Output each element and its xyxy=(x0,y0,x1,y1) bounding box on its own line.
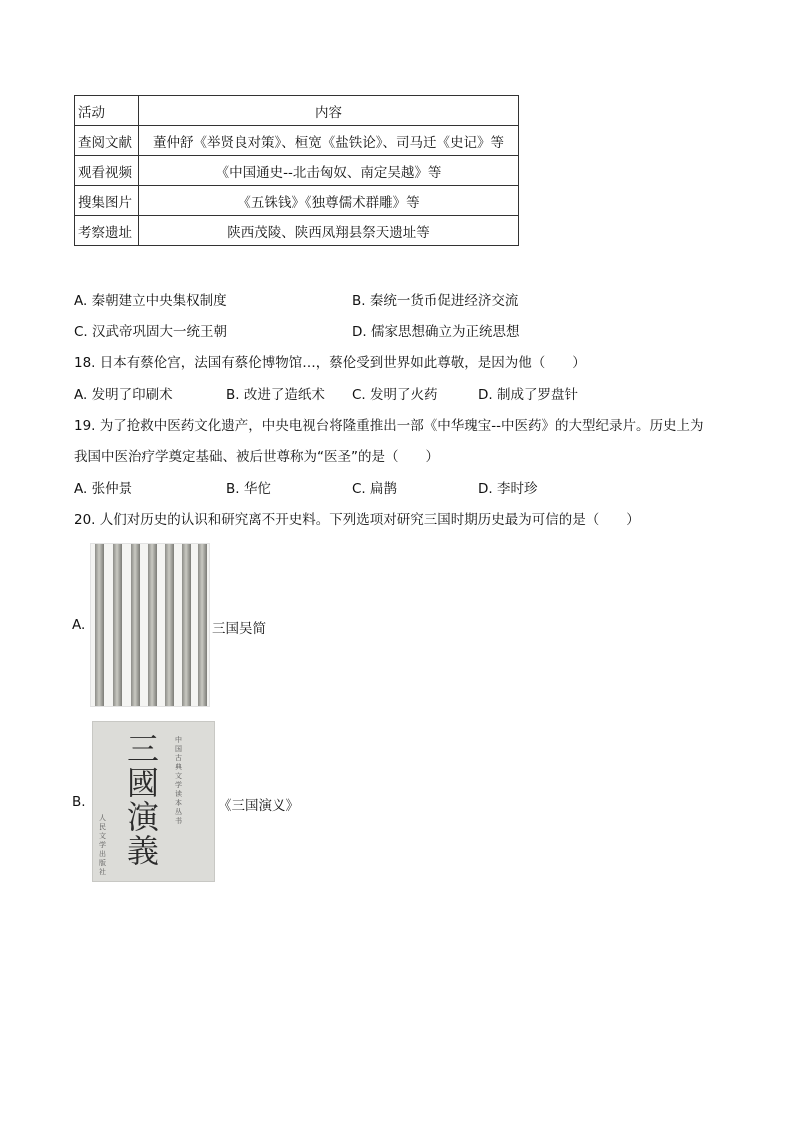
q19-option-c[interactable]: C. 扁鹊 xyxy=(352,481,398,497)
q19-stem-line2: 我国中医治疗学奠定基础、被后世尊称为“医圣”的是（ ） xyxy=(74,449,439,465)
activity-table xyxy=(74,95,519,246)
q17-option-a[interactable]: A. 秦朝建立中央集权制度 xyxy=(74,293,227,309)
table-header-cell: 活动 xyxy=(75,96,139,126)
table-cell: 查阅文献 xyxy=(75,126,139,156)
table-cell: 考察遗址 xyxy=(75,216,139,246)
q20-option-b-letter[interactable]: B. xyxy=(72,794,86,810)
q19-option-b[interactable]: B. 华佗 xyxy=(226,481,271,497)
table-row xyxy=(75,126,519,156)
book-cover-publisher: 人民文学出版社 xyxy=(99,814,106,876)
table-cell: 观看视频 xyxy=(75,156,139,186)
q20-option-b-caption: 《三国演义》 xyxy=(218,798,299,814)
book-cover-series: 中国古典文学读本丛书 xyxy=(175,736,182,825)
q20-option-a-caption: 三国吴简 xyxy=(212,621,266,637)
q18-option-c[interactable]: C. 发明了火药 xyxy=(352,387,438,403)
q18-option-b[interactable]: B. 改进了造纸术 xyxy=(226,387,325,403)
q18-option-d[interactable]: D. 制成了罗盘针 xyxy=(478,387,578,403)
q20-option-a-letter[interactable]: A. xyxy=(72,617,86,633)
q17-option-b[interactable]: B. 秦统一货币促进经济交流 xyxy=(352,293,519,309)
table-cell: 董仲舒《举贤良对策》、桓宽《盐铁论》、司马迁《史记》等 xyxy=(139,126,519,156)
table-row xyxy=(75,156,519,186)
table-cell: 《中国通史--北击匈奴、南定吴越》等 xyxy=(139,156,519,186)
q19-option-a[interactable]: A. 张仲景 xyxy=(74,481,133,497)
table-header-row xyxy=(75,96,519,126)
table-row xyxy=(75,186,519,216)
table-cell: 搜集图片 xyxy=(75,186,139,216)
q18-option-a[interactable]: A. 发明了印刷术 xyxy=(74,387,173,403)
table-cell: 陕西茂陵、陕西凤翔县祭天遗址等 xyxy=(139,216,519,246)
q19-option-d[interactable]: D. 李时珍 xyxy=(478,481,538,497)
q18-stem: 18. 日本有蔡伦宫，法国有蔡伦博物馆…，蔡伦受到世界如此尊敬，是因为他（ ） xyxy=(74,355,586,371)
book-cover-title: 三國演義 xyxy=(126,730,159,870)
book-cover-image xyxy=(92,721,215,882)
table-cell: 《五铢钱》《独尊儒术群雕》等 xyxy=(139,186,519,216)
table-row xyxy=(75,216,519,246)
q17-option-d[interactable]: D. 儒家思想确立为正统思想 xyxy=(352,324,520,340)
bamboo-slips-image xyxy=(90,543,210,707)
q19-stem-line1: 19. 为了抢救中医药文化遗产，中央电视台将隆重推出一部《中华瑰宝--中医药》的大型纪录片。历史上为 xyxy=(74,418,704,434)
table-header-cell: 内容 xyxy=(139,96,519,126)
q20-stem: 20. 人们对历史的认识和研究离不开史料。下列选项对研究三国时期历史最为可信的是（ ） xyxy=(74,512,640,528)
q17-option-c[interactable]: C. 汉武帝巩固大一统王朝 xyxy=(74,324,228,340)
